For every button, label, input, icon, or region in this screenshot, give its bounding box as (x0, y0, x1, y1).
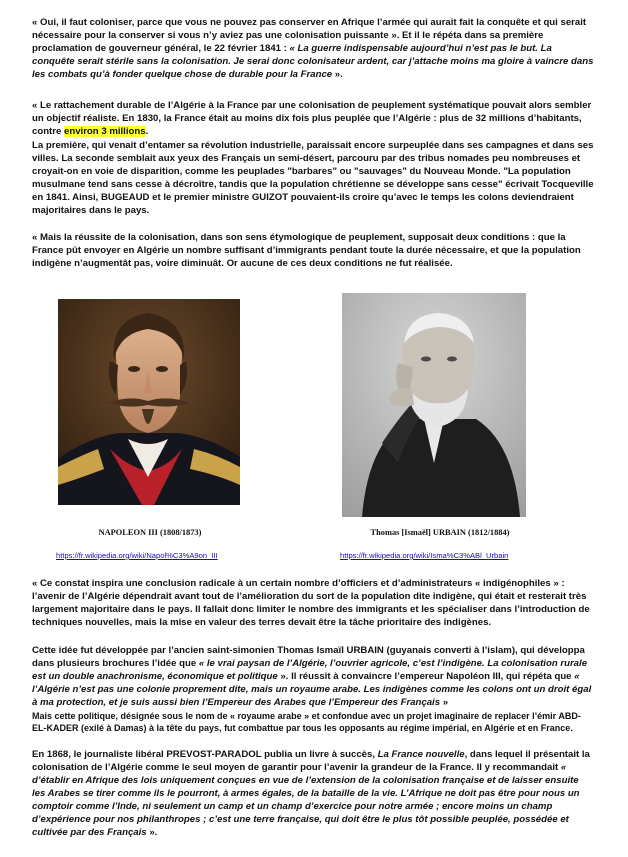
highlighted-text: environ 3 millions (64, 126, 146, 137)
paragraph-indigenophiles: « Ce constat inspira une conclusion radicale à un certain nombre d’officiers et d’administrateurs « indigénophiles » : l’avenir de l’Algérie dépendrait avant tout de l’amélioration du sort de la population dite indigène, qui était et resterait très largement majoritaire dans le pays. Il fallait donc limiter le nombre des immigrants et les spécialiser dans l’introduction de techniques nouvelles, mais la mise en valeur des terres devait être la tâche prioritaire des indigènes. (32, 578, 590, 628)
paragraph-colonisation-peuplement: « Le rattachement durable de l’Algérie à la France par une colonisation de peuplement systématique pouvait alors sembler un objectif réaliste. En 1830, la France était au moins dix fois plus peuplée que l’Algérie : plus de 32 millions d’habitants, contre environ 3 millions. (32, 100, 592, 137)
figure-urbain (320, 293, 560, 563)
napoleon-iii-portrait-image (58, 299, 240, 505)
napoleon-quote: « l’Algérie n’est pas une colonie proprement dite, mais un royaume arabe. Les indigènes comme les colons ont un droit égal à ma protection, et je suis aussi bien l’Empereur des Arabes que l’Empereur des Français (32, 671, 592, 708)
napoleon-wikipedia-link[interactable]: https://fr.wikipedia.org/wiki/Napol%C3%A9on_III (56, 551, 218, 560)
urbain-wikipedia-link[interactable]: https://fr.wikipedia.org/wiki/Isma%C3%ABl_Urbain (340, 551, 509, 560)
paragraph-royaume-arabe: Mais cette politique, désignée sous le nom de « royaume arabe » et confondue avec un projet imaginaire de replacer l’émir ABD-EL-KADER (exilé à Damas) à la tête du pays, fut combattue par tous les opposants au régime impérial, en Algérie et en France. (32, 711, 581, 733)
book-title: La France nouvelle (377, 749, 465, 760)
figure-napoleon (40, 293, 260, 563)
prevost-paradol-quote: « d’établir en Afrique des lois uniquement conçues en vue de l’extension de la colonisation française et de laisser ensuite les Arabes se tirer comme ils le pourront, à armes égales, de la bataille de la vie. L’Afrique ne doit pas être pour nous un comptoir comme l’Inde, ni seulement un camp et un champ d’exercice pour notre armée ; encore moins un champ d’expérience pour nos philanthropes ; c’est une terre française, qui doit être le plus tôt possible peuplée, possédée et cultivée par des Français (32, 762, 580, 838)
paragraph-urbain-idea: Cette idée fut développée par l’ancien saint-simonien Thomas Ismaïl URBAIN (guyanais converti à l’islam), qui développa dans plusieurs brochures l’idée que « le vrai paysan de l’Algérie, l’ouvrier agricole, c’est l’indigène. La colonisation rurale est un double anachronisme, économique et politique ». Il réussit à convaincre l’empereur Napoléon III, qui répéta que « l’Algérie n’est pas une colonie proprement dite, mais un royaume arabe. Les indigènes comme les colons ont un droit égal à ma protection, et je suis aussi bien l’Empereur des Arabes que l’Empereur des Français » (32, 645, 592, 708)
urbain-portrait-image (342, 293, 526, 517)
urbain-portrait (342, 293, 526, 517)
paragraph-two-conditions: « Mais la réussite de la colonisation, dans son sens étymologique de peuplement, supposait deux conditions : que la France pût envoyer en Algérie un nombre suffisant d’immigrants pendant toute la durée nécessaire, et que la population indigène n’augmentât pas, voire diminuât. Or aucune de ces deux conditions ne fut réalisée. (32, 232, 581, 269)
urbain-quote: « le vrai paysan de l’Algérie, l’ouvrier agricole, c’est l’indigène. La colonisation rurale est un double anachronisme, économique et politique (32, 658, 588, 682)
paragraph-prevost-paradol: En 1868, le journaliste libéral PREVOST-PARADOL publia un livre à succès, La France nouvelle, dans lequel il présentait la colonisation de l’Algérie comme le seul moyen de garantir pour l’avenir la grandeur de la France. Il y recommandait « d’établir en Afrique des lois uniquement conçues en vue de l’extension de la colonisation française et de laisser ensuite les Arabes se tirer comme ils le pourront, à armes égales, de la bataille de la vie. L’Afrique ne doit pas être pour nous un comptoir comme l’Inde, ni seulement un camp et un champ d’exercice pour notre armée ; encore moins un champ d’expérience pour nos philanthropes ; c’est une terre française, qui doit être le plus tôt possible peuplée, possédée et cultivée par des Français ». (32, 749, 590, 838)
proclamation-quote: « La guerre indispensable aujourd’hui n’est pas le but. La conquête serait stérile sans la colonisation. Je serai donc colonisateur ardent, car j’attache moins ma gloire à vaincre dans les combats qu’à fonder quelque chose de durable pour la France (32, 43, 594, 80)
urbain-caption: Thomas [Ismaël] URBAIN (1812/1884) (370, 528, 510, 537)
paragraph-population-comparison: La première, qui venait d’entamer sa révolution industrielle, paraissait encore surpeuplée dans ses campagnes et dans ses villes. La seconde semblait aux yeux des Français un semi-désert, parcouru par des tribus nomades peu nombreuses et croyait-on en voie de disparition, comme les peuplades "barbares" ou "sauvages" du Nouveau Monde. "La population musulmane tend sans cesse à décroître, tandis que la population chrétienne se développe sans cesse" écrivait Tocqueville en 1841. Ainsi, BUGEAUD et le premier ministre GUIZOT pouvaient-ils croire qu’avec le temps les colons deviendraient majoritaires dans le pays. (32, 140, 594, 216)
napoleon-iii-portrait (58, 299, 240, 505)
paragraph-bugeaud-quote: « Oui, il faut coloniser, parce que vous ne pouvez pas conserver en Afrique l’armée qui aurait fait la conquête et qui serait nécessaire pour la conserver si vous n’y aviez pas une colonisation puissante ». Et il le répéta dans sa première proclamation de gouverneur général, le 22 février 1841 : « La guerre indispensable aujourd’hui n’est pas le but. La conquête serait stérile sans la colonisation. Je serai donc colonisateur ardent, car j’attache moins ma gloire à vaincre dans les combats qu’à fonder quelque chose de durable pour la France ». (32, 17, 594, 80)
napoleon-caption: NAPOLEON III (1808/1873) (98, 528, 202, 537)
